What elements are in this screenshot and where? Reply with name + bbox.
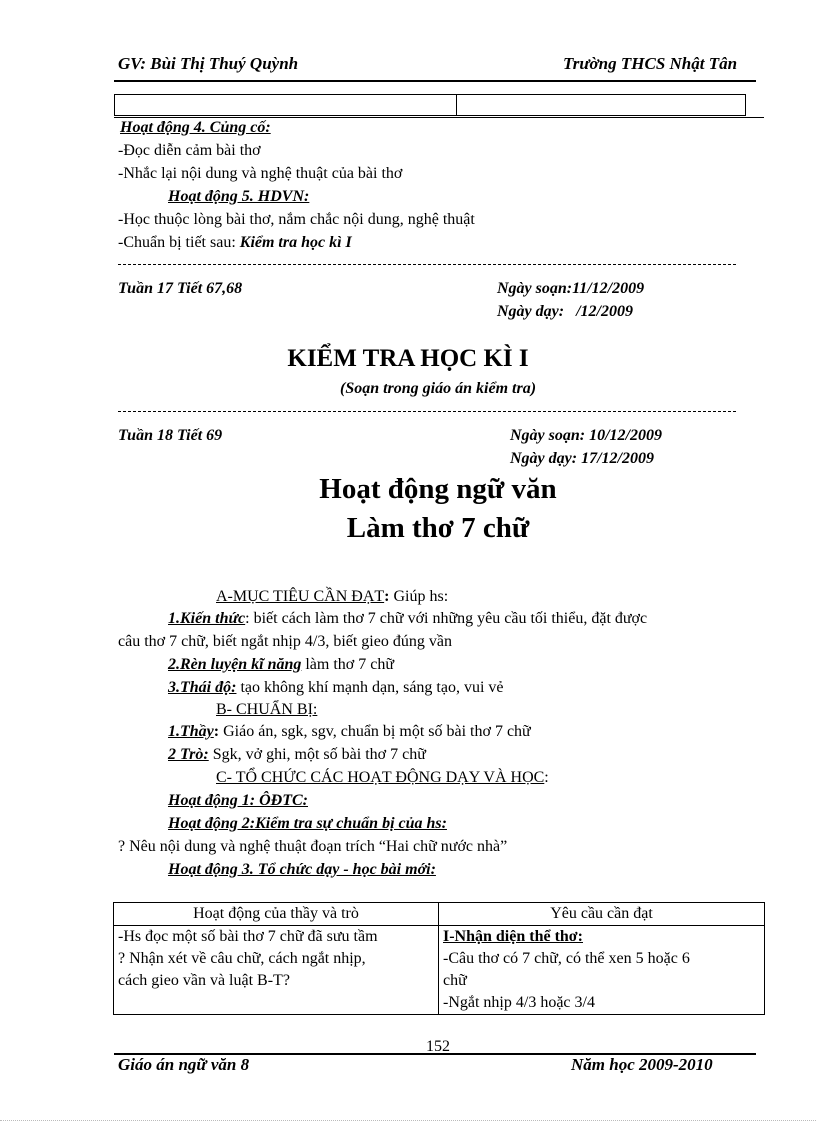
lesson1-title: KIỂM TRA HỌC KÌ I (287, 345, 529, 372)
hd5-line1: -Học thuộc lòng bài thơ, nắm chắc nội dung, nghệ thuật (118, 211, 475, 228)
review-question: ? Nêu nội dung và nghệ thuật đoạn trích “Hai chữ nước nhà” (118, 838, 508, 855)
requirement-line: -Ngắt nhịp 4/3 hoặc 3/4 (443, 994, 595, 1011)
hd1-title: Hoạt động 1: ÔĐTC: (168, 792, 308, 809)
lesson1-week: Tuần 17 Tiết 67,68 (118, 280, 243, 297)
page-bottom-edge (0, 1120, 816, 1121)
section-a-heading: A-MỤC TIÊU CẦN ĐẠT: Giúp hs: (216, 588, 449, 605)
hd4-title: Hoạt động 4. Củng cố: (120, 119, 271, 136)
table-cell-requirements (439, 926, 765, 1015)
top-table-rule (114, 117, 764, 118)
lesson-table (113, 902, 765, 1015)
table-header-col1: Hoạt động của thầy và trò (114, 903, 439, 926)
table-cell-activities (114, 926, 439, 1015)
lesson1-subtitle: (Soạn trong giáo án kiểm tra) (339, 380, 537, 397)
table-row (114, 926, 765, 1015)
skills-line: 2.Rèn luyện kĩ năng làm thơ 7 chữ (168, 656, 395, 673)
lesson2-date-taught: Ngày dạy: 17/12/2009 (510, 450, 654, 467)
student-prep-line: 2 Trò: Sgk, vở ghi, một số bài thơ 7 chữ (168, 746, 426, 763)
footer-year: Năm học 2009-2010 (571, 1055, 713, 1074)
page-number: 152 (426, 1038, 450, 1055)
hd5-title: Hoạt động 5. HDVN: (168, 188, 310, 205)
requirement-line: -Câu thơ có 7 chữ, có thể xen 5 hoặc 6 (443, 950, 690, 967)
table-header-col2: Yêu cầu cần đạt (439, 903, 765, 926)
teacher-prep-line: 1.Thầy: Giáo án, sgk, sgv, chuẩn bị một số bài thơ 7 chữ (168, 723, 531, 740)
section-b-heading: B- CHUẨN BỊ: (216, 701, 318, 718)
requirement-line: chữ (443, 972, 467, 989)
lesson2-title-line1: Hoạt động ngữ văn (319, 473, 557, 505)
knowledge-line2: câu thơ 7 chữ, biết ngắt nhịp 4/3, biết gieo đúng vần (118, 633, 452, 650)
header-rule (114, 80, 756, 82)
activity-line: -Hs đọc một số bài thơ 7 chữ đã sưu tầm (118, 928, 378, 945)
lesson1-date-prepared: Ngày soạn:11/12/2009 (497, 280, 645, 297)
lesson1-date-taught: Ngày dạy: /12/2009 (497, 303, 633, 320)
hd4-line1: -Đọc diễn cảm bài thơ (118, 142, 261, 159)
top-table-strip (114, 94, 746, 116)
activity-line: cách gieo vần và luật B-T? (118, 972, 290, 989)
footer-book: Giáo án ngữ văn 8 (118, 1055, 250, 1074)
lesson2-week: Tuần 18 Tiết 69 (118, 427, 223, 444)
section-c-heading: C- TỔ CHỨC CÁC HOẠT ĐỘNG DẠY VÀ HỌC: (216, 769, 549, 786)
divider-1 (118, 264, 736, 265)
requirement-title: I-Nhận diện thể thơ: (443, 928, 583, 945)
hd3-title: Hoạt động 3. Tổ chức dạy - học bài mới: (168, 861, 436, 878)
table-header-row (114, 903, 765, 926)
hd4-line2: -Nhắc lại nội dung và nghệ thuật của bài thơ (118, 165, 403, 182)
activity-line: ? Nhận xét về câu chữ, cách ngắt nhịp, (118, 950, 366, 967)
header-teacher: GV: Bùi Thị Thuý Quỳnh (118, 54, 299, 73)
header-school: Trường THCS Nhật Tân (563, 54, 738, 73)
lesson2-title-line2: Làm thơ 7 chữ (346, 512, 530, 544)
attitude-line: 3.Thái độ: tạo không khí mạnh dạn, sáng tạo, vui vẻ (168, 679, 504, 696)
hd5-line2: -Chuẩn bị tiết sau: Kiểm tra học kì I (118, 234, 352, 251)
divider-2 (118, 411, 736, 412)
hd2-title: Hoạt động 2:Kiểm tra sự chuẩn bị của hs: (168, 815, 447, 832)
lesson2-date-prepared: Ngày soạn: 10/12/2009 (510, 427, 662, 444)
knowledge-line: 1.Kiến thức: biết cách làm thơ 7 chữ với những yêu cầu tối thiểu, đặt được (168, 610, 648, 627)
